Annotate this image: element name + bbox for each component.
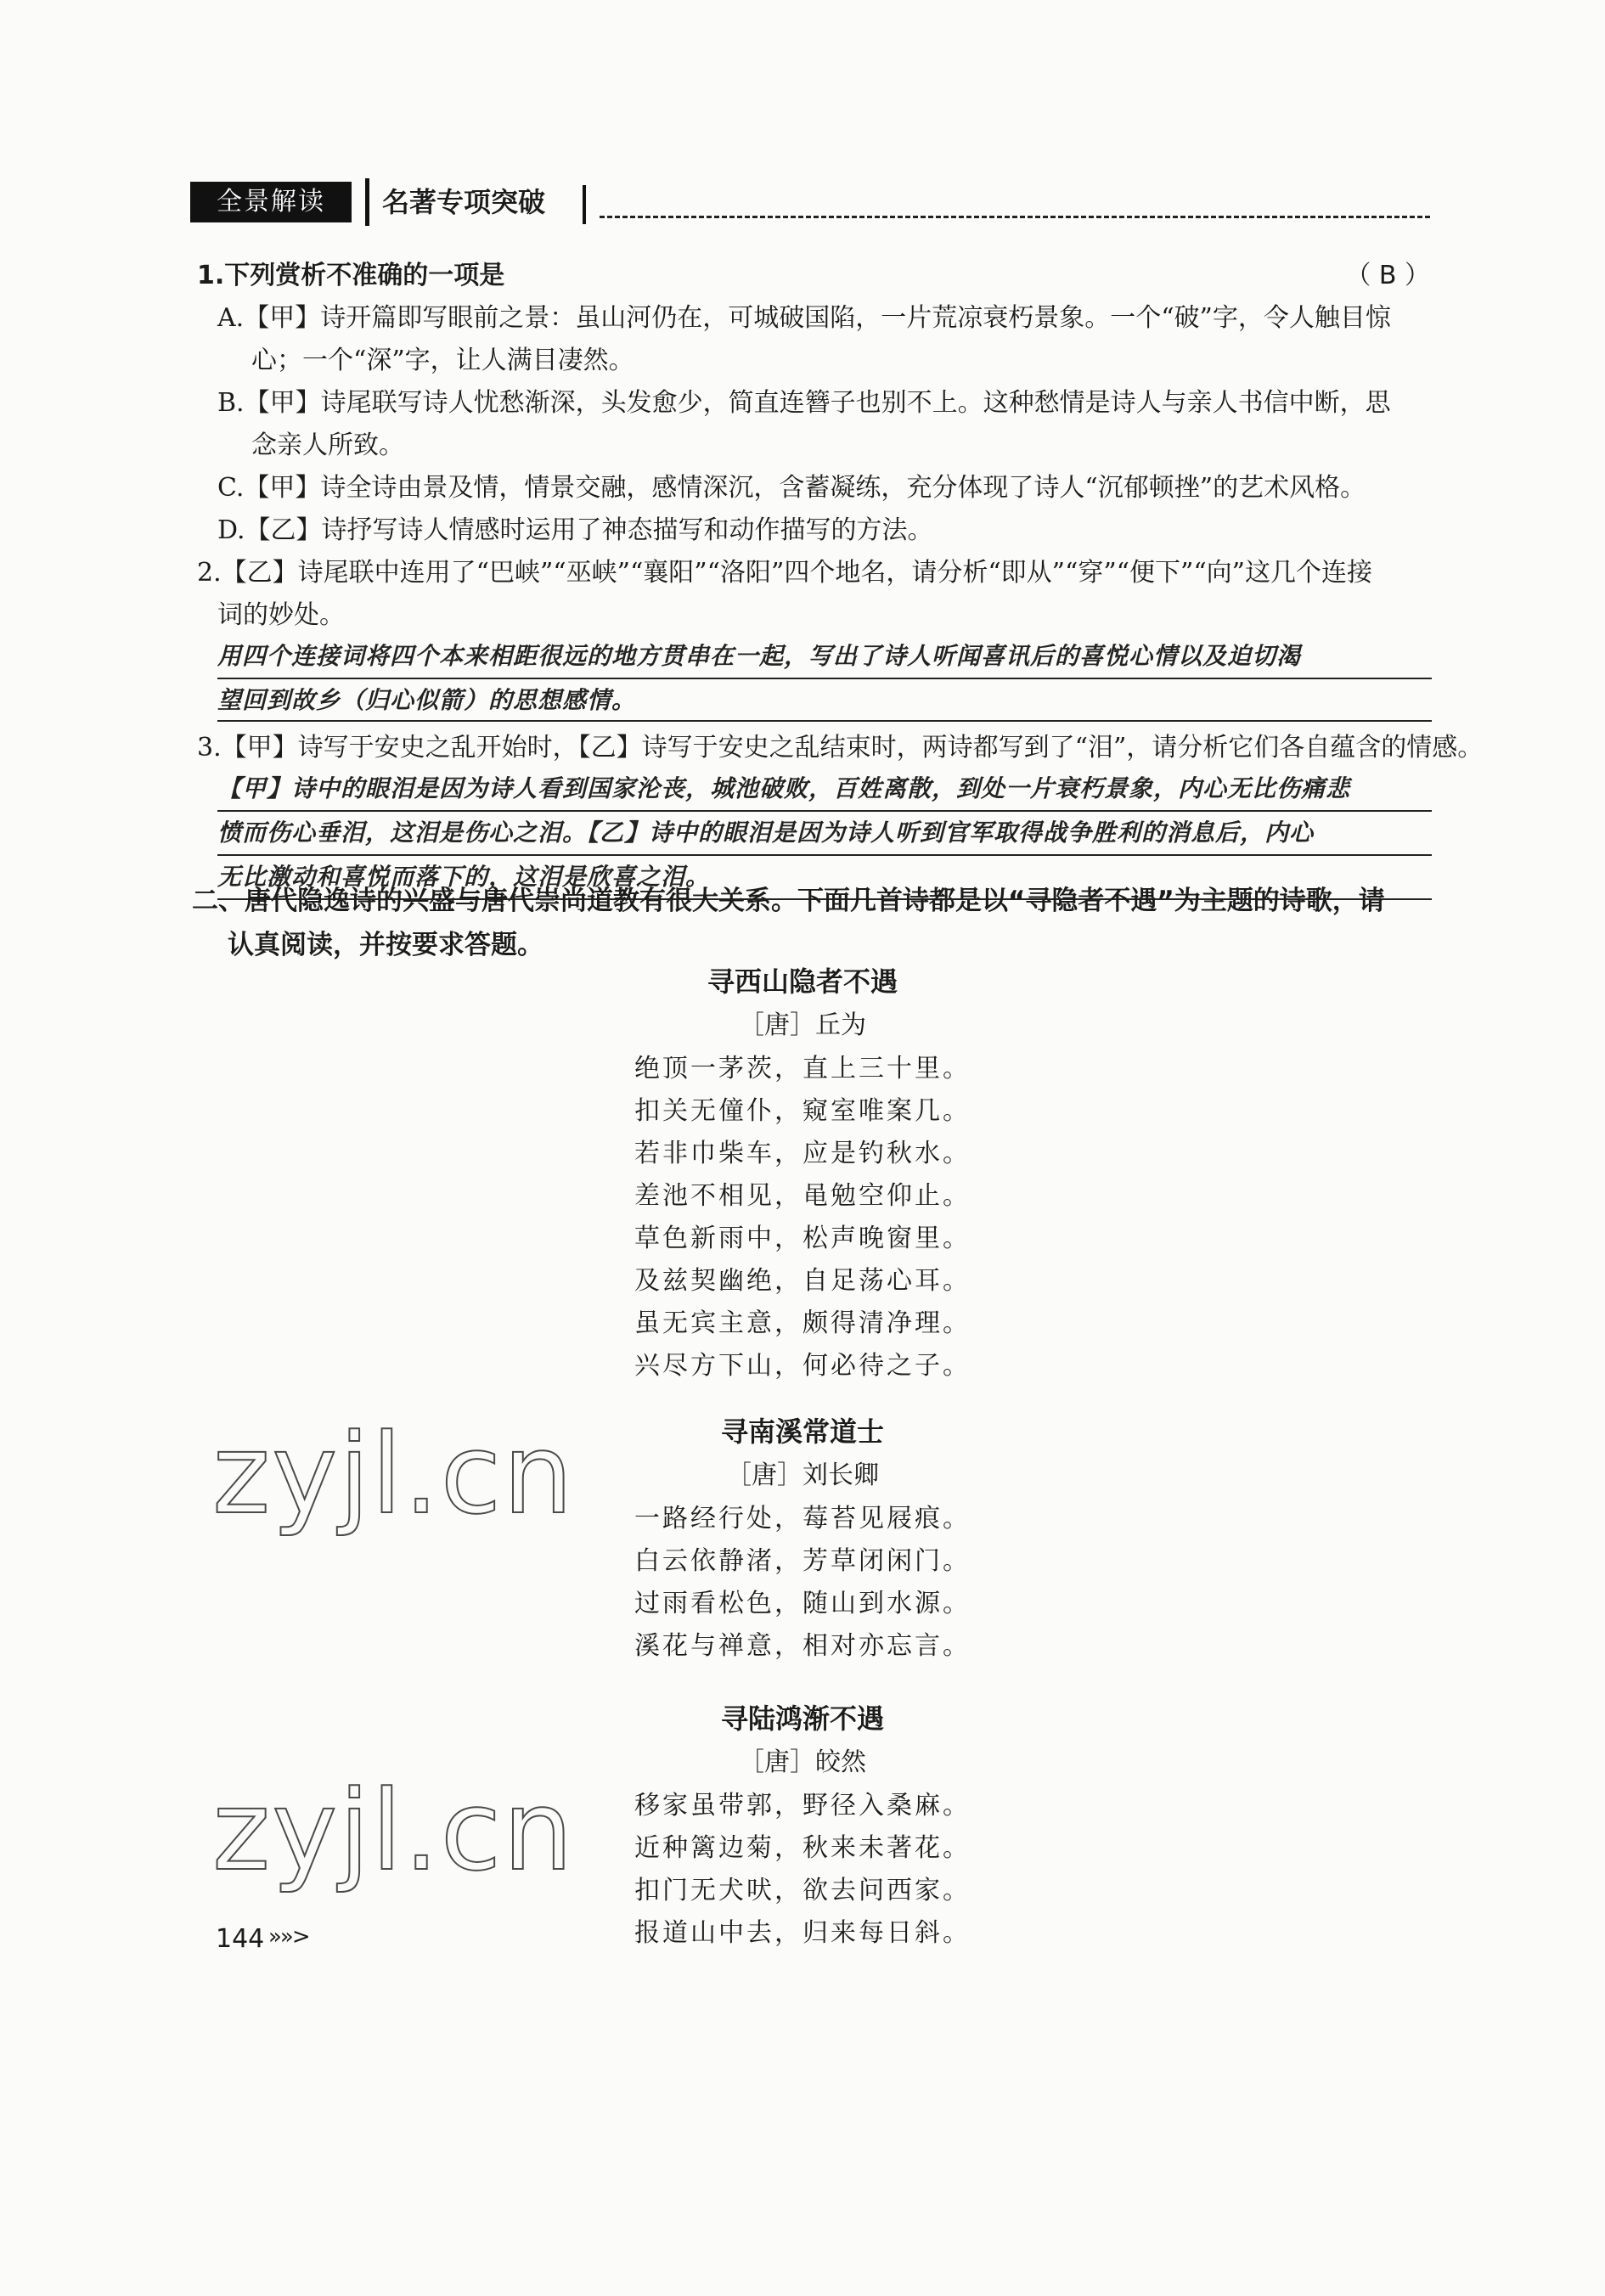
poem-3-line: 移家虽带郭，野径入桑麻。 bbox=[634, 1791, 971, 1820]
question-1 bbox=[197, 255, 1430, 297]
question-3-answer-line-1: 【甲】诗中的眼泪是因为诗人看到国家沦丧，城池破败，百姓离散，到处一片衰朽景象，内心无比伤痛悲 bbox=[217, 774, 1351, 802]
poem-1 bbox=[0, 959, 1605, 1387]
poem-3-line: 近种篱边菊，秋来未著花。 bbox=[634, 1833, 971, 1863]
option-b-line-2: 念亲人所致。 bbox=[251, 430, 404, 460]
question-3-answer-line-3: 无比激动和喜悦而落下的，这泪是欣喜之泪。 bbox=[217, 863, 711, 891]
question-2-stem-line-1: 2.【乙】诗尾联中连用了“巴峡”“巫峡”“襄阳”“洛阳”四个地名，请分析“即从”“穿”“便下”“向”这几个连接 bbox=[197, 558, 1373, 588]
poem-1-line: 草色新雨中，松声晚窗里。 bbox=[634, 1224, 971, 1253]
answer-rule bbox=[217, 720, 1432, 722]
question-2-answer-line-1: 用四个连接词将四个本来相距很远的地方贯串在一起，写出了诗人听闻喜讯后的喜悦心情以及迫切渴 bbox=[217, 642, 1302, 670]
section-2-line-1: 二、唐代隐逸诗的兴盛与唐代崇尚道教有很大关系。下面几首诗都是以“寻隐者不遇”为主题的诗歌，请 bbox=[192, 886, 1385, 916]
question-3-stem: 3.【甲】诗写于安史之乱开始时，【乙】诗写于安史之乱结束时，两诗都写到了“泪”，请分析它们各自蕴含的情感。 bbox=[197, 733, 1484, 763]
watermark: zyjl.cn bbox=[212, 1766, 575, 1895]
page-number: 144 bbox=[216, 1924, 265, 1954]
watermark: zyjl.cn bbox=[212, 1410, 575, 1539]
poem-2-line: 过雨看松色，随山到水源。 bbox=[634, 1589, 971, 1618]
poem-1-line: 差池不相见，黾勉空仰止。 bbox=[634, 1181, 971, 1211]
poem-1-line: 绝顶一茅茨，直上三十里。 bbox=[634, 1054, 971, 1083]
option-a-line-2: 心；一个“深”字，让人满目凄然。 bbox=[251, 346, 634, 375]
section-title: 名著专项突破 bbox=[382, 186, 546, 218]
poem-1-author: ［唐］丘为 bbox=[739, 1010, 866, 1040]
poem-1-line: 及兹契幽绝，自足荡心耳。 bbox=[634, 1266, 971, 1296]
poem-2-line: 溪花与禅意，相对亦忘言。 bbox=[634, 1631, 971, 1661]
question-2-stem-line-2: 词的妙处。 bbox=[217, 600, 345, 630]
header-tag: 全景解读 bbox=[190, 182, 352, 222]
poem-3-title: 寻陆鸿渐不遇 bbox=[720, 1702, 884, 1735]
question-3-answer-line-2: 愤而伤心垂泪，这泪是伤心之泪。【乙】诗中的眼泪是因为诗人听到官军取得战争胜利的消息后，内心 bbox=[217, 819, 1315, 847]
poem-3-line: 报道山中去，归来每日斜。 bbox=[634, 1918, 971, 1948]
poem-1-line: 兴尽方下山，何必待之子。 bbox=[634, 1351, 971, 1381]
question-2-answer-line-2: 望回到故乡（归心似箭）的思想感情。 bbox=[217, 686, 637, 714]
option-c: C.【甲】诗全诗由景及情，情景交融，感情深沉，含蓄凝练，充分体现了诗人“沉郁顿挫”的艺术风格。 bbox=[217, 473, 1366, 503]
header-dashed-rule bbox=[600, 216, 1430, 218]
poem-1-line: 虽无宾主意，颇得清净理。 bbox=[634, 1308, 971, 1338]
poem-3-line: 扣门无犬吠，欲去问西家。 bbox=[634, 1876, 971, 1905]
poem-2-title: 寻南溪常道士 bbox=[720, 1415, 884, 1448]
option-d: D.【乙】诗抒写诗人情感时运用了神态描写和动作描写的方法。 bbox=[217, 515, 933, 545]
poem-1-line: 若非巾柴车，应是钓秋水。 bbox=[634, 1139, 971, 1168]
option-a-line-1: A.【甲】诗开篇即写眼前之景：虽山河仍在，可城破国陷，一片荒凉衰朽景象。一个“破”字，令人触目惊 bbox=[217, 303, 1391, 333]
question-1-answer: （ B ） bbox=[1345, 261, 1430, 290]
poem-2-line: 一路经行处，莓苔见屐痕。 bbox=[634, 1504, 971, 1533]
poem-2-line: 白云依静渚，芳草闭闲门。 bbox=[634, 1546, 971, 1576]
page-header bbox=[190, 178, 1430, 226]
page-arrows: »»> bbox=[268, 1924, 309, 1950]
header-divider-2 bbox=[583, 185, 586, 224]
poem-3-author: ［唐］皎然 bbox=[739, 1747, 866, 1777]
option-b-line-1: B.【甲】诗尾联写诗人忧愁渐深，头发愈少，简直连簪子也别不上。这种愁情是诗人与亲人书信中断，思 bbox=[217, 388, 1391, 418]
section-2-line-2: 认真阅读，并按要求答题。 bbox=[228, 930, 543, 960]
poem-1-line: 扣关无僮仆，窥室唯案几。 bbox=[634, 1096, 971, 1126]
poem-1-title: 寻西山隐者不遇 bbox=[707, 965, 898, 998]
poem-2-author: ［唐］刘长卿 bbox=[726, 1460, 879, 1490]
question-1-stem: 1.下列赏析不准确的一项是 bbox=[197, 261, 505, 290]
header-divider bbox=[365, 178, 369, 226]
